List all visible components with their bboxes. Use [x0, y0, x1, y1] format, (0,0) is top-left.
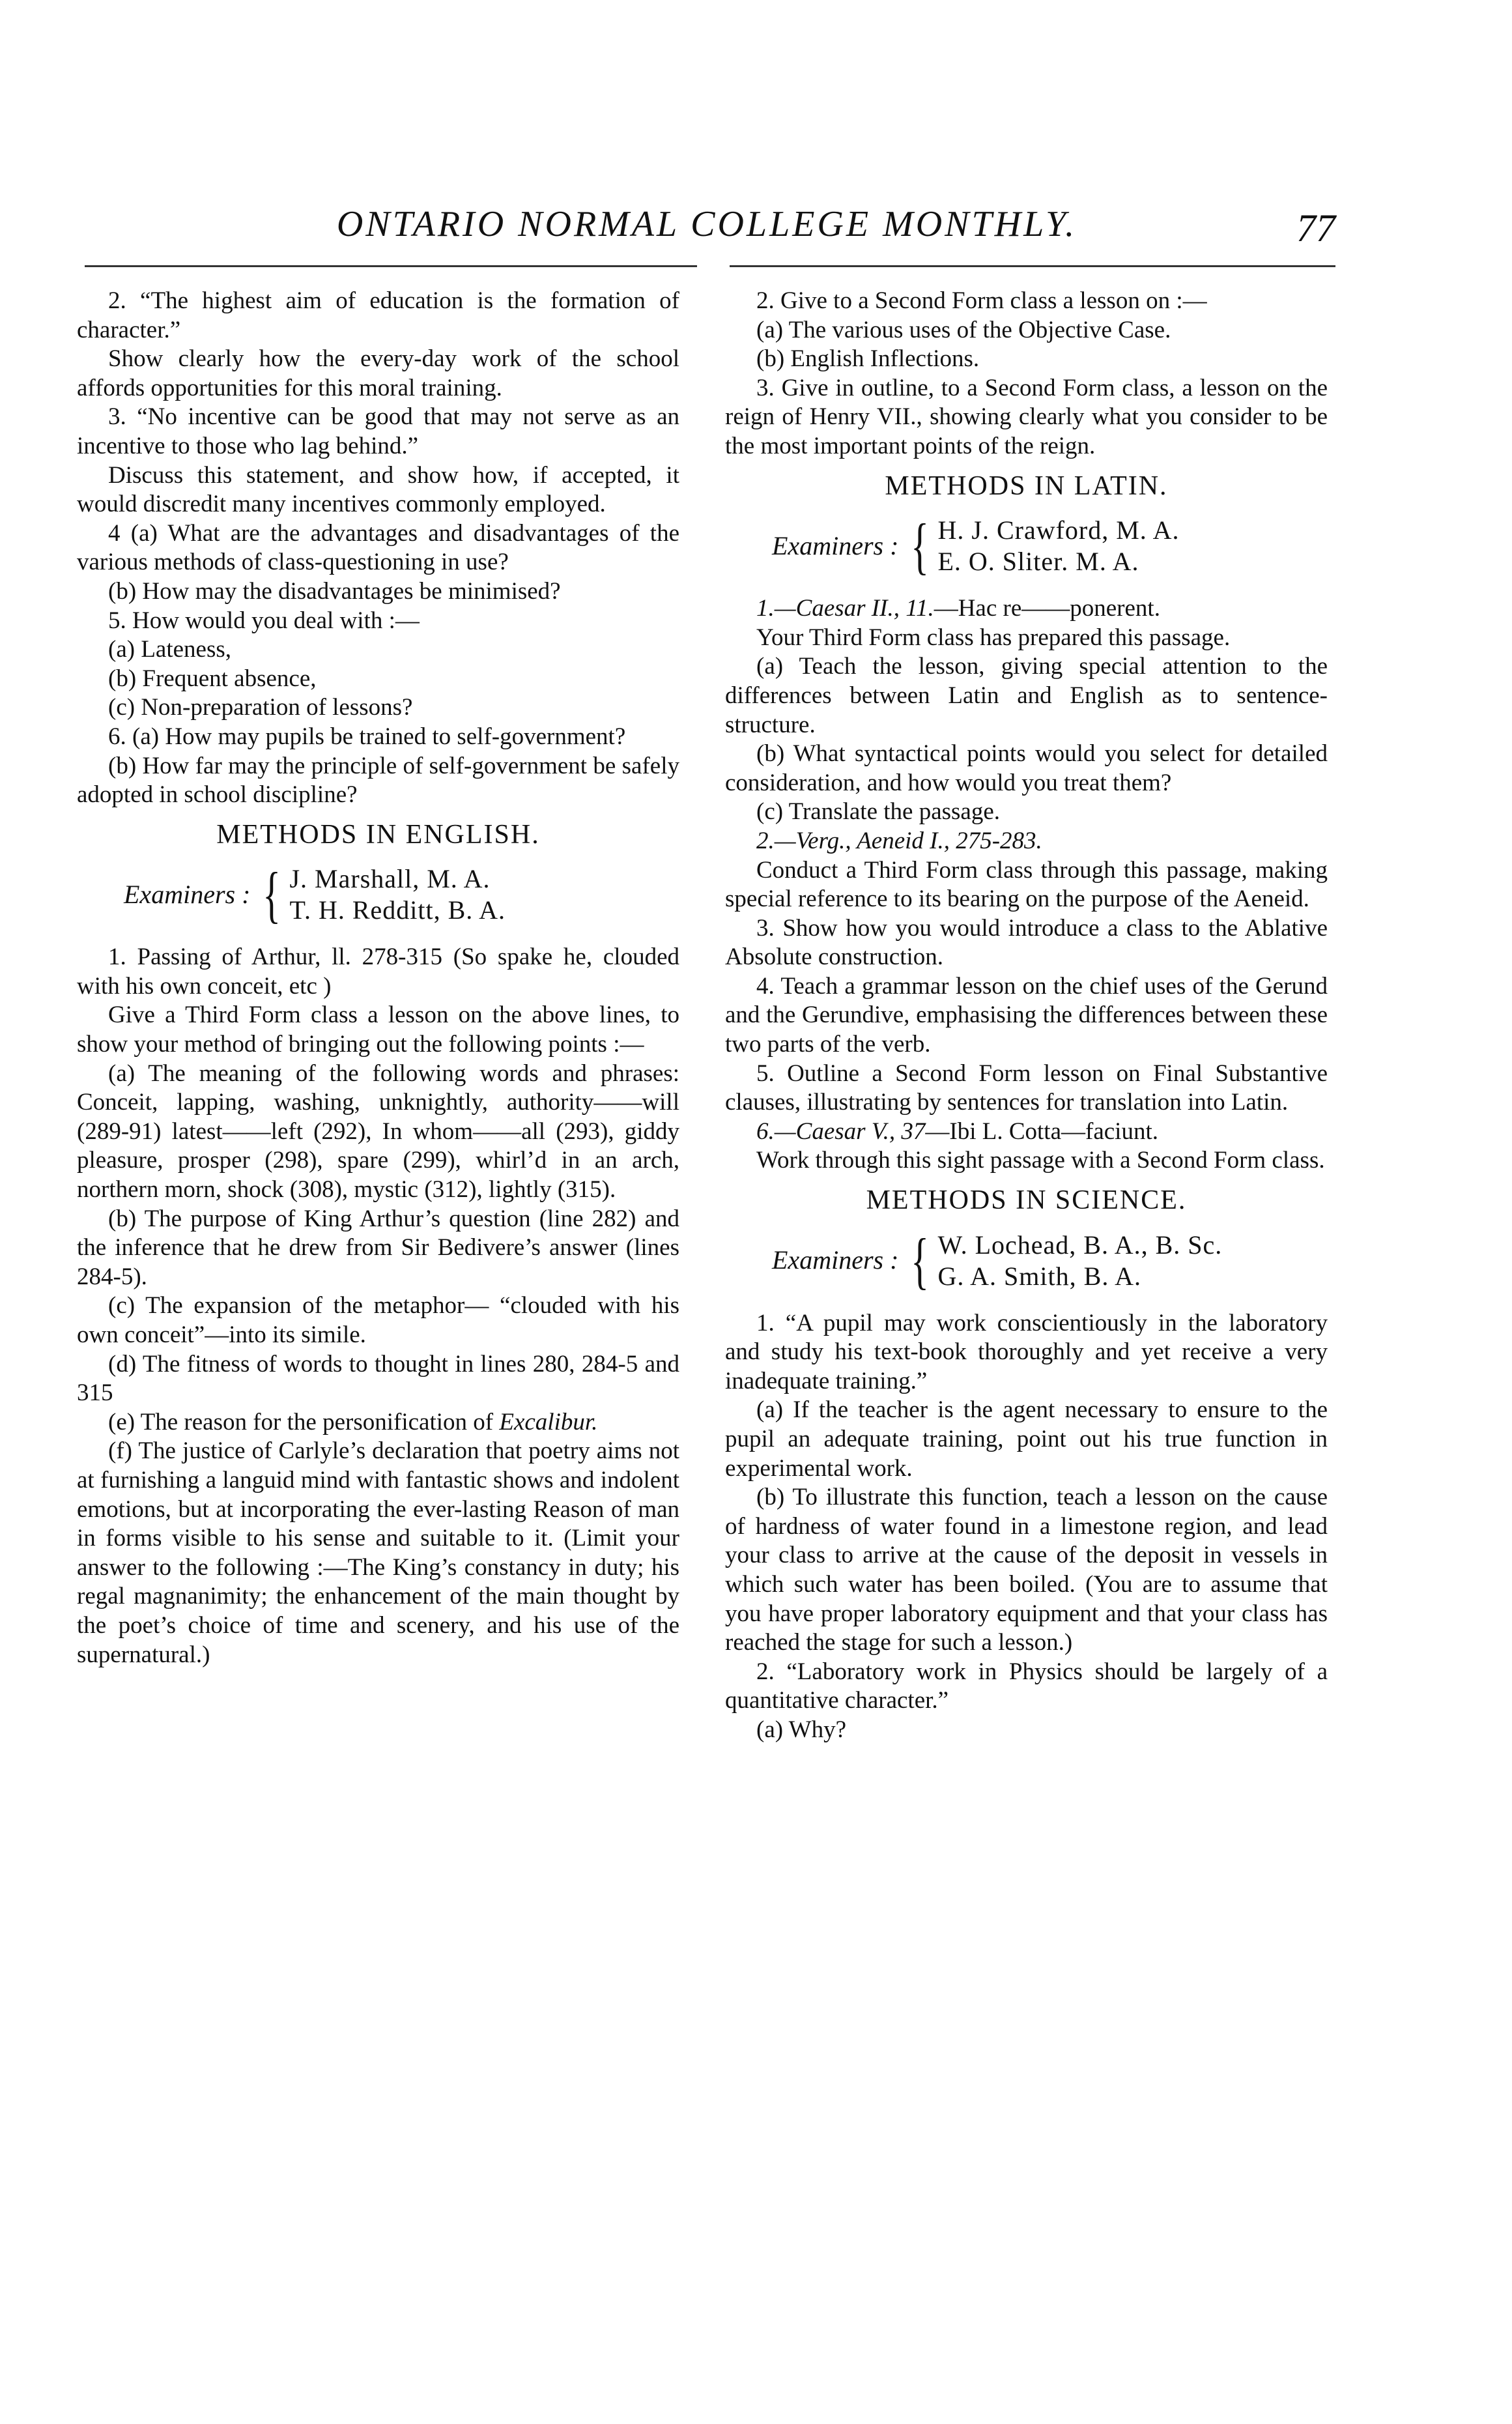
question-4b: (b) How may the disadvantages be minimised?	[108, 577, 561, 605]
examiner-name: G. A. Smith, B. A.	[937, 1261, 1141, 1291]
english-question-1b: (b) The purpose of King Arthur’s question (line 282) and the inference that he drew from Sir Bedivere’s answer (lines 284-5).	[77, 1205, 679, 1290]
examiner-names	[289, 863, 505, 926]
italic-text: 2.—Verg., Aeneid I., 275-283.	[756, 827, 1042, 854]
brace-glyph: {	[911, 1225, 930, 1295]
english-question-1: 1. Passing of Arthur, ll. 278-315 (So spake he, clouded with his own conceit, etc )	[77, 944, 679, 1000]
examiner-name: J. Marshall, M. A.	[289, 864, 491, 894]
question-2-body: Show clearly how the every-day work of the school affords opportunities for this moral training.	[77, 345, 679, 401]
english-question-1c: (c) The expansion of the metaphor— “clouded with his own conceit”—into its simile.	[77, 1292, 679, 1348]
text-run: (e) The reason for the personification of	[108, 1408, 500, 1436]
question-r2: 2. Give to a Second Form class a lesson on :—	[756, 287, 1207, 314]
section-heading-latin: METHODS IN LATIN.	[885, 470, 1168, 501]
latin-question-5: 5. Outline a Second Form lesson on Final Substantive clauses, illustrating by sentences for translation into Latin.	[725, 1060, 1328, 1116]
latin-question-6-body: Work through this sight passage with a Second Form class.	[756, 1147, 1325, 1174]
latin-question-1-body: Your Third Form class has prepared this passage.	[756, 624, 1231, 651]
question-r3: 3. Give in outline, to a Second Form class, a lesson on the reign of Henry VII., showing clearly what you consider to be the most important points of the reign.	[725, 374, 1328, 459]
italic-text: 1.—Caesar II., 11.	[756, 595, 934, 622]
question-2: 2. “The highest aim of education is the formation of character.”	[77, 287, 679, 343]
latin-question-1b: (b) What syntactical points would you select for detailed consideration, and how would you treat them?	[725, 740, 1328, 796]
running-title: ONTARIO NORMAL COLLEGE MONTHLY.	[336, 204, 1077, 244]
section-heading-english: METHODS IN ENGLISH.	[216, 819, 540, 850]
examiner-name: T. H. Redditt, B. A.	[289, 895, 506, 925]
latin-question-2-body: Conduct a Third Form class through this passage, making special reference to its bearing on the purpose of the Aeneid.	[725, 856, 1328, 913]
brace-glyph: {	[911, 511, 930, 581]
question-3: 3. “No incentive can be good that may not serve as an incentive to those who lag behind.”	[77, 403, 679, 459]
english-question-1d: (d) The fitness of words to thought in lines 280, 284-5 and 315	[77, 1350, 679, 1407]
latin-question-6	[725, 1118, 1328, 1147]
examiner-names	[937, 1230, 1222, 1292]
examiners-label: Examiners :	[772, 1245, 899, 1275]
header-rule-left	[85, 265, 697, 267]
question-r2b: (b) English Inflections.	[756, 345, 980, 373]
section-heading-science: METHODS IN SCIENCE.	[866, 1185, 1187, 1216]
italic-text: 6.—Caesar V., 37	[756, 1118, 926, 1145]
header-rule-right	[730, 265, 1335, 267]
latin-question-1a: (a) Teach the lesson, giving special attention to the differences between Latin and English as to sentence-structure.	[725, 653, 1328, 738]
question-4a: 4 (a) What are the advantages and disadvantages of the various methods of class-questioning in use?	[77, 519, 679, 576]
english-question-1a: (a) The meaning of the following words and phrases: Conceit, lapping, washing, unknightly, authority——will (289-91) latest——left (292), In whom——all (293), giddy pleasure, prosper (298), spare (299), whirl’d in an arch, northern morn, shock (308), mystic (312), lightly (315).	[77, 1060, 679, 1204]
examiners-label: Examiners :	[772, 530, 899, 560]
latin-question-4: 4. Teach a grammar lesson on the chief uses of the Gerund and the Gerundive, emphasising the differences between these two parts of the verb.	[725, 972, 1328, 1058]
science-question-2: 2. “Laboratory work in Physics should be largely of a quantitative character.”	[725, 1658, 1328, 1714]
science-question-1: 1. “A pupil may work conscientiously in the laboratory and study his text-book thoroughly and yet receive a very inadequate training.”	[725, 1309, 1328, 1394]
latin-question-2	[725, 827, 1328, 856]
examiner-name: H. J. Crawford, M. A.	[937, 515, 1180, 545]
examiner-name: W. Lochead, B. A., B. Sc.	[937, 1230, 1223, 1260]
english-question-1-body: Give a Third Form class a lesson on the above lines, to show your method of bringing out the following points :—	[77, 1002, 679, 1058]
latin-question-3: 3. Show how you would introduce a class to the Ablative Absolute construction.	[725, 914, 1328, 971]
brace-glyph: {	[263, 859, 281, 930]
latin-question-1	[725, 594, 1328, 624]
text-run: —Hac re——ponerent.	[934, 595, 1160, 622]
question-5b: (b) Frequent absence,	[108, 665, 317, 692]
examiners-english	[124, 861, 679, 929]
left-column	[77, 287, 679, 1669]
question-3-body: Discuss this statement, and show how, if accepted, it would discredit many incentives commonly employed.	[77, 461, 679, 518]
question-5: 5. How would you deal with :—	[108, 607, 420, 634]
science-question-1b: (b) To illustrate this function, teach a lesson on the cause of hardness of water found in a limestone region, and lead your class to arrive at the cause of the deposit in vessels in which such water has been boiled. (You are to assume that you have proper laboratory equipment and that your class has reached the stage for such a lesson.)	[725, 1484, 1328, 1656]
question-5a: (a) Lateness,	[108, 636, 232, 663]
science-question-1a: (a) If the teacher is the agent necessary to ensure to the pupil an adequate training, point out his true function in experimental work.	[725, 1396, 1328, 1482]
question-5c: (c) Non-preparation of lessons?	[108, 694, 413, 721]
page-header	[78, 203, 1335, 288]
examiners-label: Examiners :	[124, 879, 251, 909]
english-question-1f: (f) The justice of Carlyle’s declaration that poetry aims not at furnishing a languid mind with fantastic shows and indolent emotions, but at incorporating the ever-lasting Reason of man in forms visible to his sense and suitable to it. (Limit your answer to the following :—The King’s constancy in duty; his regal magnanimity; the enhancement of the main thought by the poet’s choice of time and scenery, and his use of the supernatural.)	[77, 1437, 679, 1668]
page-number: 77	[1296, 207, 1335, 250]
examiners-science	[772, 1227, 1328, 1295]
text-run: —Ibi L. Cotta—faciunt.	[925, 1118, 1158, 1145]
right-column	[725, 287, 1328, 1745]
question-6b: (b) How far may the principle of self-government be safely adopted in school discipline?	[77, 752, 679, 809]
examiner-names	[937, 515, 1179, 577]
examiner-name: E. O. Sliter. M. A.	[937, 547, 1139, 577]
question-r2a: (a) The various uses of the Objective Case.	[756, 316, 1171, 343]
question-6a: 6. (a) How may pupils be trained to self-government?	[108, 723, 626, 750]
examiners-latin	[772, 512, 1328, 580]
italic-text: Excalibur.	[499, 1408, 598, 1436]
english-question-1e	[77, 1408, 679, 1437]
latin-question-1c: (c) Translate the passage.	[756, 798, 1001, 826]
science-question-2a: (a) Why?	[756, 1716, 846, 1743]
